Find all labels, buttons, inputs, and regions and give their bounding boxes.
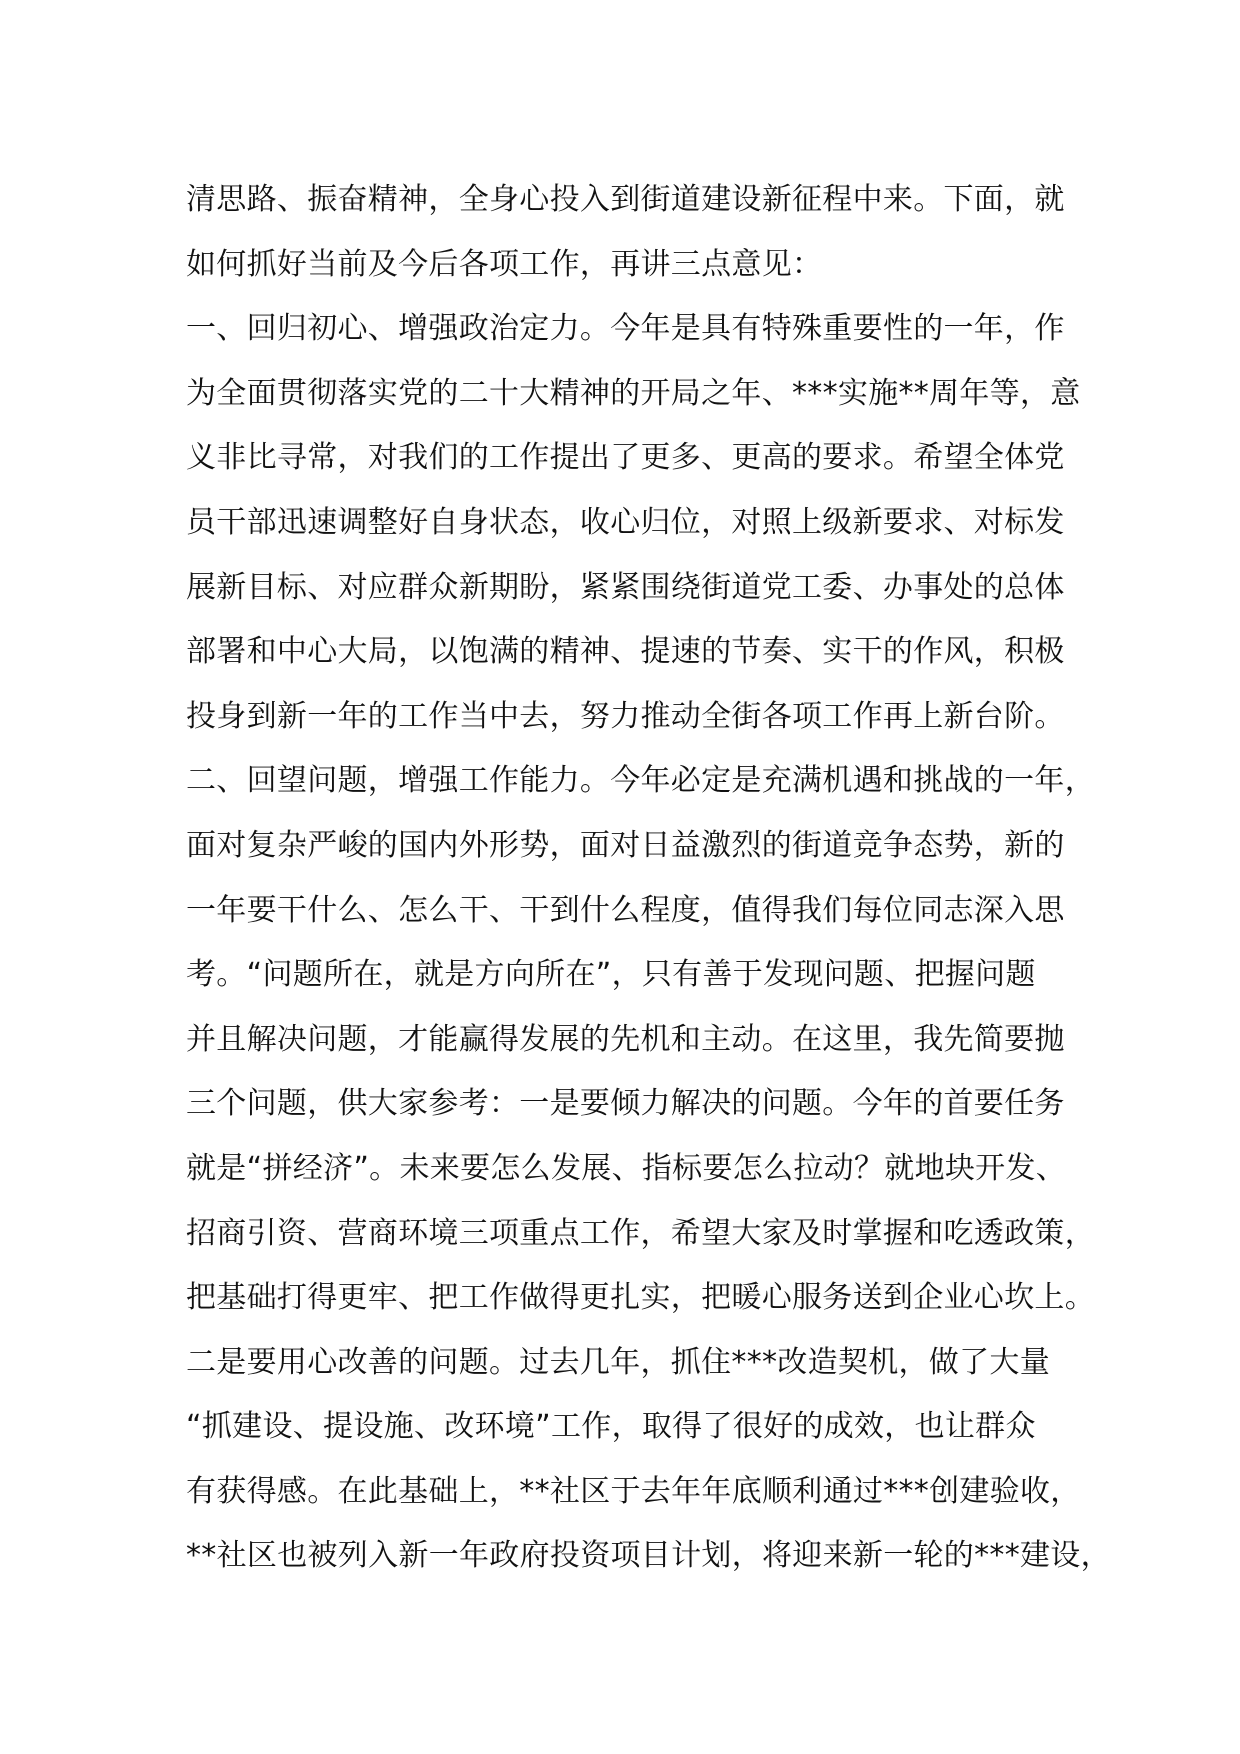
text-line: 二、回望问题，增强工作能力。今年必定是充满机遇和挑战的一年， <box>186 763 1095 799</box>
text-line: 投身到新一年的工作当中去，努力推动全街各项工作再上新台阶。 <box>186 698 1065 734</box>
text-line: 三个问题，供大家参考：一是要倾力解决的问题。今年的首要任务 <box>186 1086 1065 1122</box>
text-line: 招商引资、营商环境三项重点工作，希望大家及时掌握和吃透政策， <box>186 1215 1095 1251</box>
text-line: 如何抓好当前及今后各项工作，再讲三点意见： <box>186 246 823 282</box>
text-line: 部署和中心大局，以饱满的精神、提速的节奏、实干的作风，积极 <box>186 634 1065 670</box>
text-line: 展新目标、对应群众新期盼，紧紧围绕街道党工委、办事处的总体 <box>186 569 1065 605</box>
text-line: 为全面贯彻落实党的二十大精神的开局之年、***实施**周年等，意 <box>186 375 1081 411</box>
text-line: “抓建设、提设施、改环境”工作，取得了很好的成效，也让群众 <box>186 1409 1036 1445</box>
text-line: 面对复杂严峻的国内外形势，面对日益激烈的街道竞争态势，新的 <box>186 827 1065 863</box>
text-line: 考。“问题所在，就是方向所在”，只有善于发现问题、把握问题 <box>186 957 1036 993</box>
text-line: **社区也被列入新一年政府投资项目计划，将迎来新一轮的***建设， <box>186 1538 1111 1574</box>
text-line: 清思路、振奋精神，全身心投入到街道建设新征程中来。下面，就 <box>186 182 1065 217</box>
text-line: 就是“拼经济”。未来要怎么发展、指标要怎么拉动？就地块开发、 <box>186 1150 1067 1186</box>
text-line: 义非比寻常，对我们的工作提出了更多、更高的要求。希望全体党 <box>186 440 1065 476</box>
text-line: 并且解决问题，才能赢得发展的先机和主动。在这里，我先简要抛 <box>186 1021 1065 1057</box>
text-line: 员干部迅速调整好自身状态，收心归位，对照上级新要求、对标发 <box>186 504 1065 540</box>
text-line: 有获得感。在此基础上，**社区于去年年底顺利通过***创建验收， <box>186 1473 1081 1509</box>
body-text <box>186 168 1111 1589</box>
text-line: 二是要用心改善的问题。过去几年，抓住***改造契机，做了大量 <box>186 1344 1050 1380</box>
text-line: 一、回归初心、增强政治定力。今年是具有特殊重要性的一年，作 <box>186 311 1065 347</box>
text-line: 一年要干什么、怎么干、干到什么程度，值得我们每位同志深入思 <box>186 892 1065 928</box>
text-line: 把基础打得更牢、把工作做得更扎实，把暖心服务送到企业心坎上。 <box>186 1280 1095 1316</box>
